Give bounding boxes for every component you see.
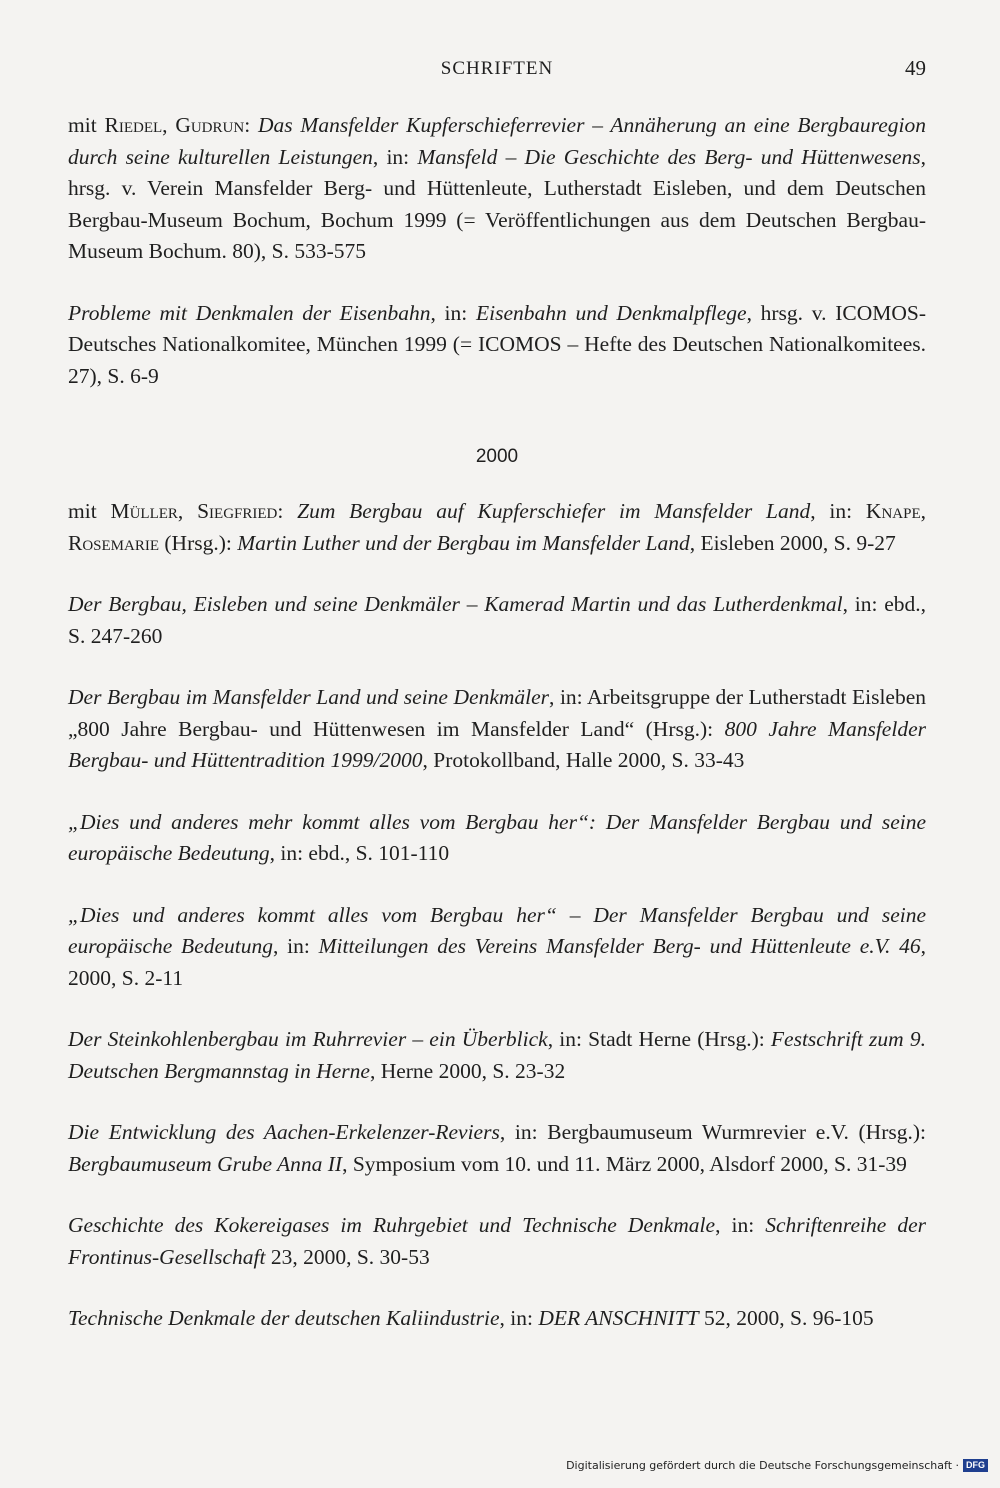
entry-title: Probleme mit Denkmalen der Eisenbahn xyxy=(68,300,431,325)
document-page xyxy=(68,0,926,1488)
bibliography-entry xyxy=(68,900,926,995)
entry-text: , hrsg. v. Verein Mansfelder Berg- und Hüttenleute, Lutherstadt Eisleben, und dem Deutschen Bergbau-Museum Bochum, Bochum 1999 (= Veröffentlichungen aus dem Deutschen Bergbau-Museum Bochum. 80), S. 533-575 xyxy=(68,144,926,263)
entry-text: : xyxy=(277,499,298,523)
digitization-footer xyxy=(566,1459,988,1472)
entry-book: Mansfeld – Die Geschichte des Berg- und Hüttenwesens xyxy=(417,144,921,169)
bibliography-entry xyxy=(68,110,926,268)
dfg-logo: DFG xyxy=(963,1459,988,1472)
entry-text: mit xyxy=(68,113,105,137)
entry-text: mit xyxy=(68,499,111,523)
entry-text: , Protokollband, Halle 2000, S. 33-43 xyxy=(422,748,745,772)
bibliography-entry xyxy=(68,1303,926,1335)
entry-text: , in: xyxy=(273,934,319,958)
entry-title: Technische Denkmale der deutschen Kaliindustrie xyxy=(68,1306,500,1330)
entry-text: , in: Arbeitsgruppe der Lutherstadt Eisleben „800 Jahre Bergbau- und Hüttenwesen im Mansfelder Land“ (Hrsg.): xyxy=(68,685,927,741)
running-head-title: SCHRIFTEN xyxy=(440,58,554,79)
entry-title: Geschichte des Kokereigases im Ruhrgebiet und Technische Denkmale xyxy=(68,1213,716,1237)
bibliography-entry xyxy=(68,682,926,777)
entry-text: , in: xyxy=(372,144,418,169)
bibliography-list xyxy=(68,110,926,1335)
entry-text: , in: xyxy=(810,499,866,523)
entry-book: 800 Jahre Mansfelder Bergbau- und Hüttentradition 1999/2000 xyxy=(68,716,926,772)
entry-text: : xyxy=(244,113,258,137)
entry-author: Müller, Siegfried xyxy=(110,499,278,523)
entry-book: Bergbaumuseum Grube Anna II xyxy=(68,1151,343,1176)
bibliography-entry xyxy=(68,589,926,652)
entry-text: 23, 2000, S. 30-53 xyxy=(265,1244,430,1269)
entry-title: Die Entwicklung des Aachen-Erkelenzer-Reviers xyxy=(68,1120,500,1144)
entry-text: , Symposium vom 10. und 11. März 2000, Alsdorf 2000, S. 31-39 xyxy=(342,1151,907,1176)
year-heading: 2000 xyxy=(475,446,519,467)
bibliography-entry xyxy=(68,807,926,870)
entry-text: , hrsg. v. ICOMOS-Deutsches Nationalkomitee, München 1999 (= ICOMOS – Hefte des Deutschen Nationalkomitees. 27), S. 6-9 xyxy=(68,300,926,388)
entry-book: Martin Luther und der Bergbau im Mansfelder Land xyxy=(237,530,690,555)
entry-title: Das Mansfelder Kupferschieferrevier – Annäherung an eine Bergbauregion durch seine kulturellen Leistungen xyxy=(68,113,927,169)
bibliography-entry xyxy=(68,1117,926,1180)
entry-book: Schriftenreihe der Frontinus-Gesellschaft xyxy=(68,1213,926,1269)
entry-book: Eisenbahn und Denkmalpflege xyxy=(475,300,747,325)
entry-book: Mitteilungen des Vereins Mansfelder Berg- und Hüttenleute e.V. 46 xyxy=(318,934,921,958)
entry-text: , Herne 2000, S. 23-32 xyxy=(369,1058,566,1083)
footer-text: Digitalisierung gefördert durch die Deutsche Forschungsgemeinschaft · xyxy=(566,1459,959,1472)
entry-text: , in: Bergbaumuseum Wurmrevier e.V. (Hrsg.): xyxy=(499,1120,926,1144)
entry-text: , in: xyxy=(430,300,476,325)
entry-text: , in: xyxy=(499,1306,539,1330)
running-head xyxy=(68,56,926,86)
entry-title: Der Steinkohlenbergbau im Ruhrrevier – ein Überblick xyxy=(68,1027,548,1051)
entry-title: Zum Bergbau auf Kupferschiefer im Mansfelder Land xyxy=(297,499,811,523)
page-number: 49 xyxy=(905,56,926,80)
entry-text: , Eisleben 2000, S. 9-27 xyxy=(689,530,896,555)
entry-title: Der Bergbau im Mansfelder Land und seine Denkmäler xyxy=(68,685,550,709)
entry-title: „Dies und anderes mehr kommt alles vom Bergbau her“: Der Mansfelder Bergbau und seine europäische Bedeutung xyxy=(68,809,926,865)
entry-text: 52, 2000, S. 96-105 xyxy=(698,1306,874,1330)
entry-title: „Dies und anderes kommt alles vom Bergbau her“ – Der Mansfelder Bergbau und seine europäische Bedeutung xyxy=(68,902,926,958)
entry-text: , in: Stadt Herne (Hrsg.): xyxy=(547,1027,771,1051)
entry-text: , in: ebd., S. 101-110 xyxy=(269,841,450,865)
entry-book: DER ANSCHNITT xyxy=(538,1306,699,1330)
bibliography-entry xyxy=(68,1210,926,1273)
entry-author: Riedel, Gudrun xyxy=(104,113,245,137)
bibliography-entry xyxy=(68,496,926,559)
entry-text: , in: ebd., S. 247-260 xyxy=(68,592,926,648)
entry-text: (Hrsg.): xyxy=(159,530,238,555)
entry-book: Festschrift zum 9. Deutschen Bergmannstag in Herne xyxy=(68,1027,927,1083)
bibliography-entry xyxy=(68,298,926,393)
entry-editor: Knape, Rosemarie xyxy=(68,499,926,555)
entry-text: , 2000, S. 2-11 xyxy=(68,934,926,990)
entry-text: , in: xyxy=(715,1213,766,1237)
entry-title: Der Bergbau, Eisleben und seine Denkmäler – Kamerad Martin und das Lutherdenkmal xyxy=(68,592,843,616)
bibliography-entry xyxy=(68,1024,926,1087)
